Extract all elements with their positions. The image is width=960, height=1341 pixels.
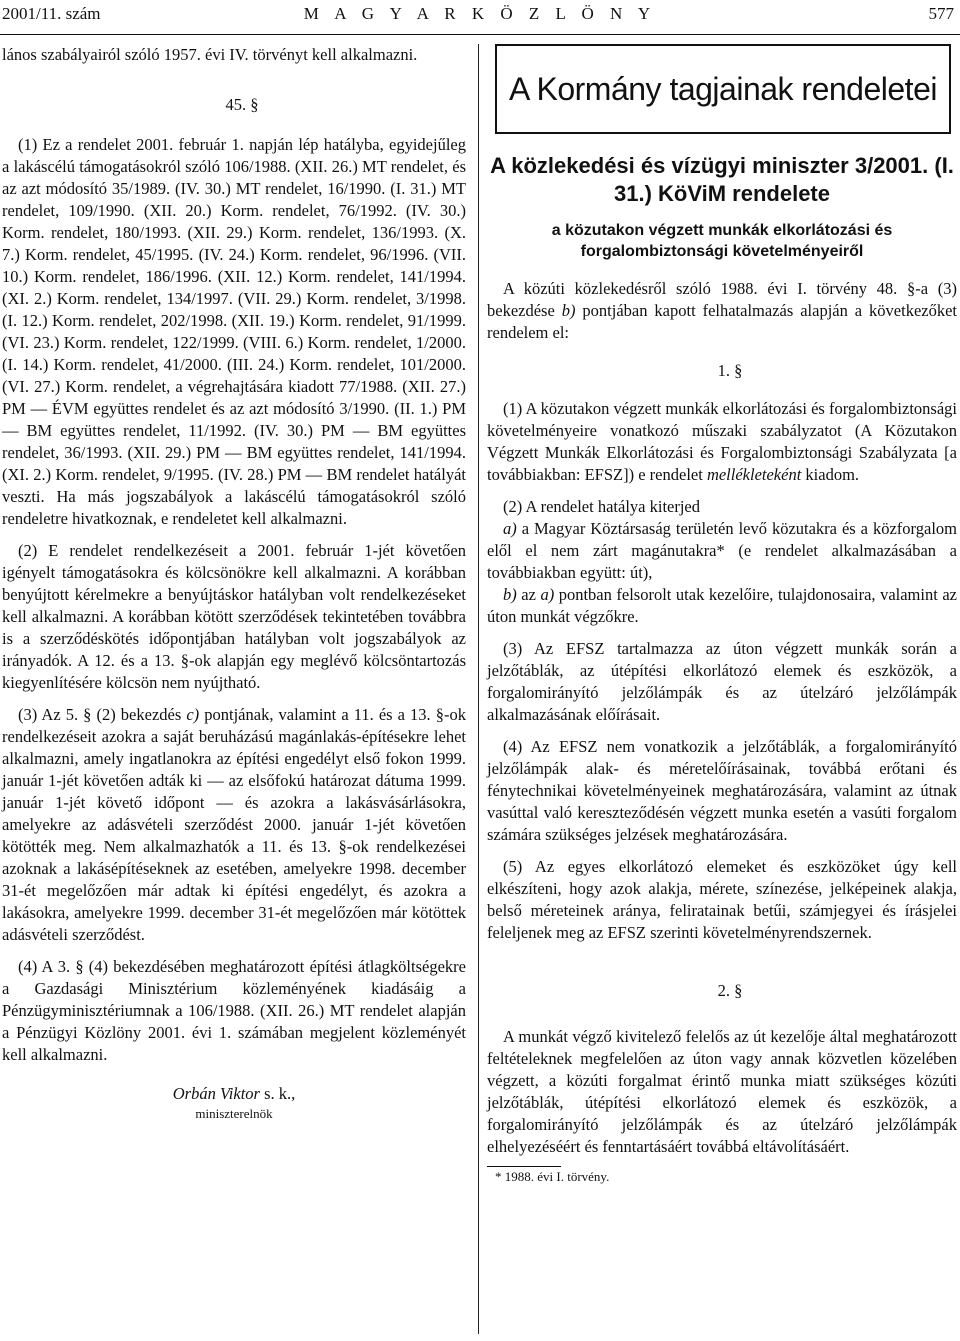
section-heading-2: 2. § <box>717 981 743 1000</box>
s1-paragraph-1: (1) A közutakon végzett munkák elkorlátozási és forgalombiztonsági követelményeire vonatkozó műszaki szabályzatot (A Közutakon Végzett Munkák Elkorlátozási és Forgalombiztonsági Szabályzata [a továbbiakban: EFSZ]) e rendelet mellékleteként kiadom. <box>487 399 957 484</box>
signature-title: miniszterelnök <box>195 1106 273 1121</box>
header-rule <box>0 34 960 35</box>
footnote: * 1988. évi I. törvény. <box>495 1169 610 1184</box>
s1-paragraph-5: (5) Az egyes elkorlátozó elemeket és eszközöket úgy kell elkészíteni, hogy azok alakja, mérete, színezése, jelképeinek alakja, belső méreteinek aránya, feliratainak betűi, számjegyei és írásjelei feleljenek meg az EFSZ szerinti követelményrendszernek. <box>487 857 957 942</box>
regulation-subheading: a közutakon végzett munkák elkorlátozási és forgalombiztonsági követelményeiről <box>551 222 893 260</box>
regulation-intro: A közúti közlekedésről szóló 1988. évi I. törvény 48. §-a (3) bekezdése b) pontjában kapott felhatalmazás alapján a következőket rendelem el: <box>487 279 957 342</box>
section-heading-45: 45. § <box>225 95 259 114</box>
s1-paragraph-4: (4) Az EFSZ nem vonatkozik a jelzőtáblák, a forgalomirányító jelzőlámpák alak- és méretelőírásainak, továbbá erőtani és fénytechnikai követelményeinek meghatározására, valamint az útnak vasúttal való kereszteződésén végzett munka esetén a vasúti forgalom számára szükséges jelzések meghatározására. <box>487 737 957 844</box>
journal-title: M A G Y A R K Ö Z L Ö N Y <box>303 4 657 23</box>
signature-name: Orbán Viktor <box>172 1084 260 1103</box>
intro-fragment: lános szabályairól szóló 1957. évi IV. törvényt kell alkalmazni. <box>2 45 418 64</box>
signature-line: Orbán Viktor s. k., <box>172 1084 296 1103</box>
s1-paragraph-2: (2) A rendelet hatálya kiterjed <box>503 497 701 516</box>
s2-paragraph: A munkát végző kivitelező felelős az út kezelője által meghatározott feltételeknek megfelelően az úton vagy annak közvetlen közelében végzett, a közúti forgalmat érintő munka miatt szükséges közúti jelzőtáblák, útépítési elkorlátozó elemek és eszközök, a forgalomirányító jelzőlámpák és az útelzáró jelzőlámpák elhelyezéséért és fenntartásáért továbbá eltávolításáért. <box>487 1027 957 1156</box>
section-title-box: A Kormány tagjainak rendeletei <box>495 44 951 134</box>
s1-paragraph-2a: a) a Magyar Köztársaság területén levő közutakra és a közforgalom elől el nem zárt magánutakra* (e rendelet alkalmazásában a továbbiakban együtt: út), <box>487 519 957 582</box>
page-header <box>0 4 960 28</box>
regulation-heading: A közlekedési és vízügyi miniszter 3/2001. (I. 31.) KöViM rendelete <box>490 153 954 206</box>
paragraph-2: (2) E rendelet rendelkezéseit a 2001. február 1-jét követően igényelt támogatásokra és kölcsönökre kell alkalmazni. A korábban benyújtott kérelmekre a benyújtáskor hatályban volt rendelkezéseket kell alkalmazni. A korábban kötött szerződések tekintetében továbbra is a szerződéskötés időpontjában hatályban volt jogszabályok az irányadók. A 12. és a 13. §-ok alapján egy meglévő kölcsöntartozás kiegyenlítésére kölcsön nem nyújtható. <box>2 541 466 692</box>
page-number: 577 <box>928 4 954 23</box>
paragraph-3: (3) Az 5. § (2) bekezdés c) pontjának, valamint a 11. és a 13. §-ok rendelkezéseit azokra a saját beruházású magánlakás-építésekre lehet alkalmazni, amely ingatlanokra az építési engedélyt első fokon 1999. január 1-jét követően adták ki — az elsőfokú határozat dátuma 1999. január 1-jét követő időpont — és azokra a lakásvásárlásokra, amelyekre az adásvételi szerződést 2000. január 1-jét követően kötötték meg. Nem alkalmazhatók a 11. és 13. §-ok rendelkezései azoknak a lakásépítéseknek az esetében, amelyekre 1998. december 31-ét megelőzően már adtak ki építési engedélyt, és azokra a lakásokra, amelyekre 1999. december 31-ét megelőzően már kötöttek adásvételi szerződést. <box>2 705 466 944</box>
paragraph-1: (1) Ez a rendelet 2001. február 1. napján lép hatályba, egyidejűleg a lakáscélú támogatásokról szóló 106/1988. (XII. 26.) MT rendelet, és az azt módosító 35/1989. (IV. 30.) MT rendelet, 16/1990. (I. 31.) MT rendelet, 109/1990. (XII. 20.) Korm. rendelet, 76/1992. (IV. 30.) Korm. rendelet, 180/1993. (XII. 29.) Korm. rendelet, 136/1993. (X. 7.) Korm. rendelet, 45/1995. (IV. 24.) Korm. rendelet, 96/1996. (VII. 10.) Korm. rendelet, 186/1996. (XII. 12.) Korm. rendelet, 141/1994. (XI. 2.) Korm. rendelet, 134/1997. (VII. 29.) Korm. rendelet, 3/1998. (I. 12.) Korm. rendelet, 202/1998. (XII. 19.) Korm. rendelet, 91/1999. (VI. 23.) Korm. rendelet, 122/1999. (VIII. 6.) Korm. rendelet, 1/2000. (I. 14.) Korm. rendelet, 41/2000. (III. 24.) Korm. rendelet, 101/2000. (VI. 27.) Korm. rendelet, a végrehajtására kiadott 77/1988. (XII. 27.) PM — ÉVM együttes rendelet és az azt módosító 3/1990. (II. 1.) PM — BM együttes rendelet, 11/1992. (IV. 30.) PM — BM együttes rendelet, 36/1993. (XII. 29.) PM — BM együttes rendelet, 141/1994. (XI. 2.) Korm. rendelet, 9/1995. (IV. 28.) PM — BM rendelet hatályát veszti. Ha más jogszabályok a lakáscélú támogatásokról szóló rendeletre hivatkoznak, e rendeletet kell alkalmazni. <box>2 135 466 528</box>
s1-paragraph-2b: b) az a) pontban felsorolt utak kezelőire, tulajdonosaira, valamint az úton munkát végzőkre. <box>487 585 957 626</box>
column-divider <box>478 44 479 1334</box>
footnote-rule <box>487 1166 561 1167</box>
paragraph-4: (4) A 3. § (4) bekezdésében meghatározott építési átlagköltségekre a Gazdasági Minisztérium közleményének kiadásáig a Pénzügyminisztériumnak a 106/1988. (XII. 26.) MT rendelet alapján a Pénzügyi Közlöny 2001. évi 1. számában megjelent közleményét kell alkalmazni. <box>2 957 466 1064</box>
issue-number: 2001/11. szám <box>2 4 101 23</box>
s1-paragraph-3: (3) Az EFSZ tartalmazza az úton végzett munkák során a jelzőtáblák, az útépítési elkorlátozó elemek és eszközök, a forgalomirányító jelzőlámpák és az útelzáró jelzőlámpák alkalmazásának előírásait. <box>487 639 957 724</box>
left-column <box>2 44 466 1124</box>
signature-block <box>2 1084 466 1124</box>
section-heading-1: 1. § <box>717 361 743 380</box>
right-column <box>487 44 957 1185</box>
